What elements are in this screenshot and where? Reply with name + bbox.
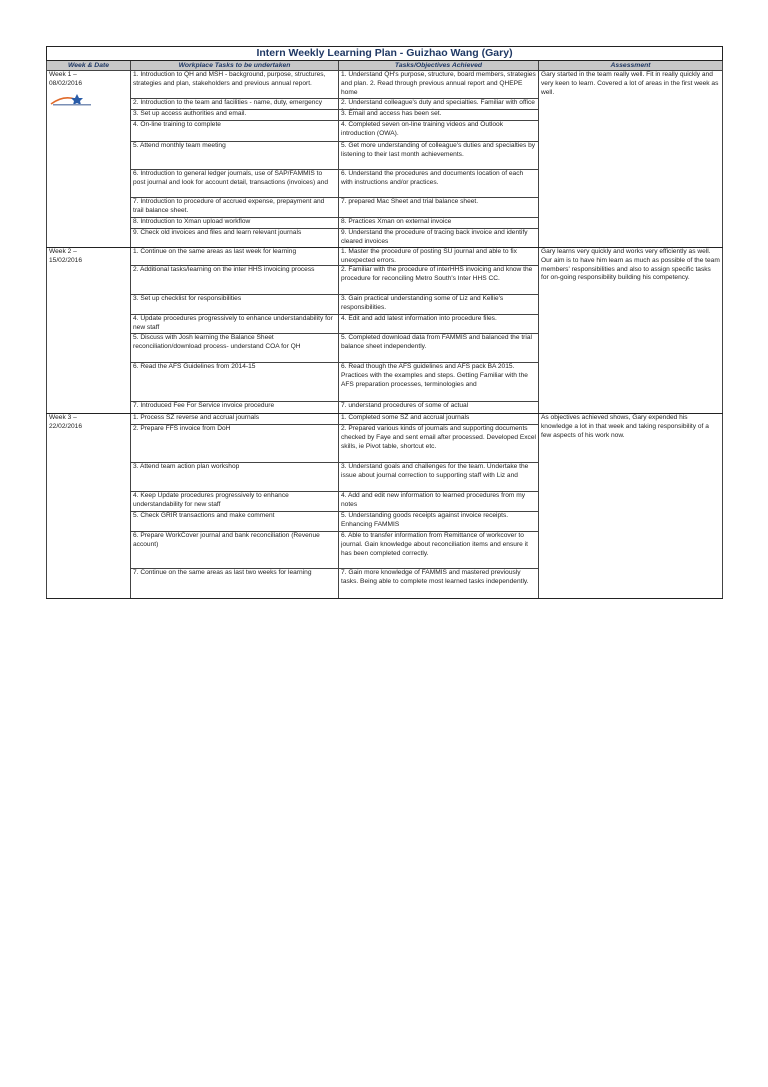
workplace-task-cell: 4. Update procedures progressively to enhance understandability for new staff: [131, 315, 339, 334]
objective-achieved-cell: 2. Prepared various kinds of journals and supporting documents checked by Faye and sent email after processed. Developed Excel skills, ie Pivot table, shortcut etc.: [339, 425, 539, 463]
week-date-cell: [47, 414, 131, 599]
objective-achieved-cell: 7. prepared Mac Sheet and trial balance sheet.: [339, 198, 539, 218]
objective-achieved-cell: 9. Understand the procedure of tracing back invoice and identify cleared invoices: [339, 229, 539, 248]
objective-achieved-cell: 5. Completed download data from FAMMIS and balanced the trial balance sheet independently.: [339, 334, 539, 363]
organisation-logo-icon: [49, 93, 95, 107]
objective-achieved-cell: 1. Completed some SZ and accrual journals: [339, 414, 539, 425]
workplace-task-cell: 6. Introduction to general ledger journals, use of SAP/FAMMIS to post journal and look for account detail, transactions (invoices) and: [131, 170, 339, 198]
workplace-task-cell: 3. Set up access authorities and email.: [131, 110, 339, 121]
objective-achieved-cell: 6. Able to transfer information from Remittance of workcover to journal. Gain knowledge about reconciliation items and ensure it has been completed correctly.: [339, 532, 539, 569]
title-row: [47, 47, 723, 61]
objective-achieved-cell: 3. Understand goals and challenges for the team. Undertake the issue about journal correction to supporting staff with Liz and: [339, 463, 539, 492]
workplace-task-cell: 7. Continue on the same areas as last two weeks for learning: [131, 569, 339, 599]
objective-achieved-cell: 4. Add and edit new information to learned procedures from my notes: [339, 492, 539, 512]
workplace-task-cell: 1. Continue on the same areas as last week for learning: [131, 248, 339, 266]
week-date: 08/02/2016: [49, 79, 83, 87]
table-row: [47, 414, 723, 425]
workplace-task-cell: 1. Process SZ reverse and accrual journals: [131, 414, 339, 425]
workplace-task-cell: 7. Introduced Fee For Service invoice procedure: [131, 402, 339, 414]
workplace-task-cell: 2. Introduction to the team and facilities - name, duty, emergency: [131, 99, 339, 110]
header-tasks-achieved: Tasks/Objectives Achieved: [339, 61, 539, 71]
assessment-cell: Gary learns very quickly and works very efficiently as well. Our aim is to have him learn as much as possible of the team members' responsibilities and also to assign specific tasks for on-going responsibility building his competency.: [539, 248, 723, 414]
workplace-task-cell: 4. Keep Update procedures progressively to enhance understandability for new staff: [131, 492, 339, 512]
objective-achieved-cell: 5. Get more understanding of colleague's duties and specialties by listening to their last month achievements.: [339, 142, 539, 170]
objective-achieved-cell: 6. Understand the procedures and documents location of each with instructions and/or practices.: [339, 170, 539, 198]
objective-achieved-cell: 1. Understand QH's purpose, structure, board members, strategies and plan. 2. Read through previous annual report and QHEPE home: [339, 71, 539, 99]
header-row: [47, 61, 723, 71]
assessment-cell: As objectives achieved shows, Gary expended his knowledge a lot in that week and taking responsibility of a few aspects of his work now.: [539, 414, 723, 599]
objective-achieved-cell: 8. Practices Xman on external invoice: [339, 218, 539, 229]
objective-achieved-cell: 4. Completed seven on-line training videos and Outlook introduction (OWA).: [339, 121, 539, 142]
objective-achieved-cell: 1. Master the procedure of posting SU journal and able to fix unexpected errors.: [339, 248, 539, 266]
workplace-task-cell: 7. Introduction to procedure of accrued expense, prepayment and trail balance sheet.: [131, 198, 339, 218]
week-label: Week 3 –: [49, 414, 77, 421]
learning-plan-table: [46, 46, 723, 599]
objective-achieved-cell: 3. Email and access has been set.: [339, 110, 539, 121]
objective-achieved-cell: 4. Edit and add latest information into procedure files.: [339, 315, 539, 334]
objective-achieved-cell: 6. Read though the AFS guidelines and AFS pack BA 2015. Practices with the examples and steps. Getting Familiar with the AFS preparation processes, terminologies and: [339, 363, 539, 402]
objective-achieved-cell: 7. understand procedures of some of actual: [339, 402, 539, 414]
workplace-task-cell: 3. Attend team action plan workshop: [131, 463, 339, 492]
workplace-task-cell: 5. Discuss with Josh learning the Balance Sheet reconciliation/download process- understand COA for QH: [131, 334, 339, 363]
objective-achieved-cell: 2. Understand colleague's duty and specialties. Familiar with office: [339, 99, 539, 110]
objective-achieved-cell: 3. Gain practical understanding some of Liz and Kellie's responsibilities.: [339, 295, 539, 315]
assessment-cell: Gary started in the team really well. Fit in really quickly and very keen to learn. Covered a lot of areas in the first week as well.: [539, 71, 723, 248]
workplace-task-cell: 5. Attend monthly team meeting: [131, 142, 339, 170]
header-assessment: Assessment: [539, 61, 723, 71]
workplace-task-cell: 1. Introduction to QH and MSH - background, purpose, structures, strategies and plan, stakeholders and previous annual report.: [131, 71, 339, 99]
week-date-cell: [47, 248, 131, 414]
objective-achieved-cell: 2. Familiar with the procedure of interHHS invoicing and know the procedure for reconciling Metro South's Inter HHS CC.: [339, 266, 539, 295]
workplace-task-cell: 9. Check old invoices and files and learn relevant journals: [131, 229, 339, 248]
week-label: Week 2 –: [49, 248, 77, 255]
week-date: 15/02/2016: [49, 256, 83, 264]
workplace-task-cell: 3. Set up checklist for responsibilities: [131, 295, 339, 315]
table-body: [47, 71, 723, 599]
table-row: [47, 71, 723, 99]
week-label: Week 1 –: [49, 71, 77, 78]
table-row: [47, 248, 723, 266]
objective-achieved-cell: 7. Gain more knowledge of FAMMIS and mastered previously tasks. Being able to complete most learned tasks independently.: [339, 569, 539, 599]
workplace-task-cell: 6. Read the AFS Guidelines from 2014-15: [131, 363, 339, 402]
page-title: Intern Weekly Learning Plan - Guizhao Wang (Gary): [47, 47, 723, 61]
workplace-task-cell: 2. Prepare FFS invoice from DoH: [131, 425, 339, 463]
workplace-task-cell: 6. Prepare WorkCover journal and bank reconciliation (Revenue account): [131, 532, 339, 569]
week-date: 22/02/2016: [49, 422, 83, 430]
week-date-cell: [47, 71, 131, 248]
workplace-task-cell: 2. Additional tasks/learning on the inter HHS invoicing process: [131, 266, 339, 295]
header-week-date: Week & Date: [47, 61, 131, 71]
objective-achieved-cell: 5. Understanding goods receipts against invoice receipts. Enhancing FAMMIS: [339, 512, 539, 532]
workplace-task-cell: 4. On-line training to complete: [131, 121, 339, 142]
workplace-task-cell: 5. Check GRIR transactions and make comment: [131, 512, 339, 532]
header-workplace-tasks: Workplace Tasks to be undertaken: [131, 61, 339, 71]
workplace-task-cell: 8. Introduction to Xman upload workflow: [131, 218, 339, 229]
learning-plan-sheet: [46, 46, 722, 599]
